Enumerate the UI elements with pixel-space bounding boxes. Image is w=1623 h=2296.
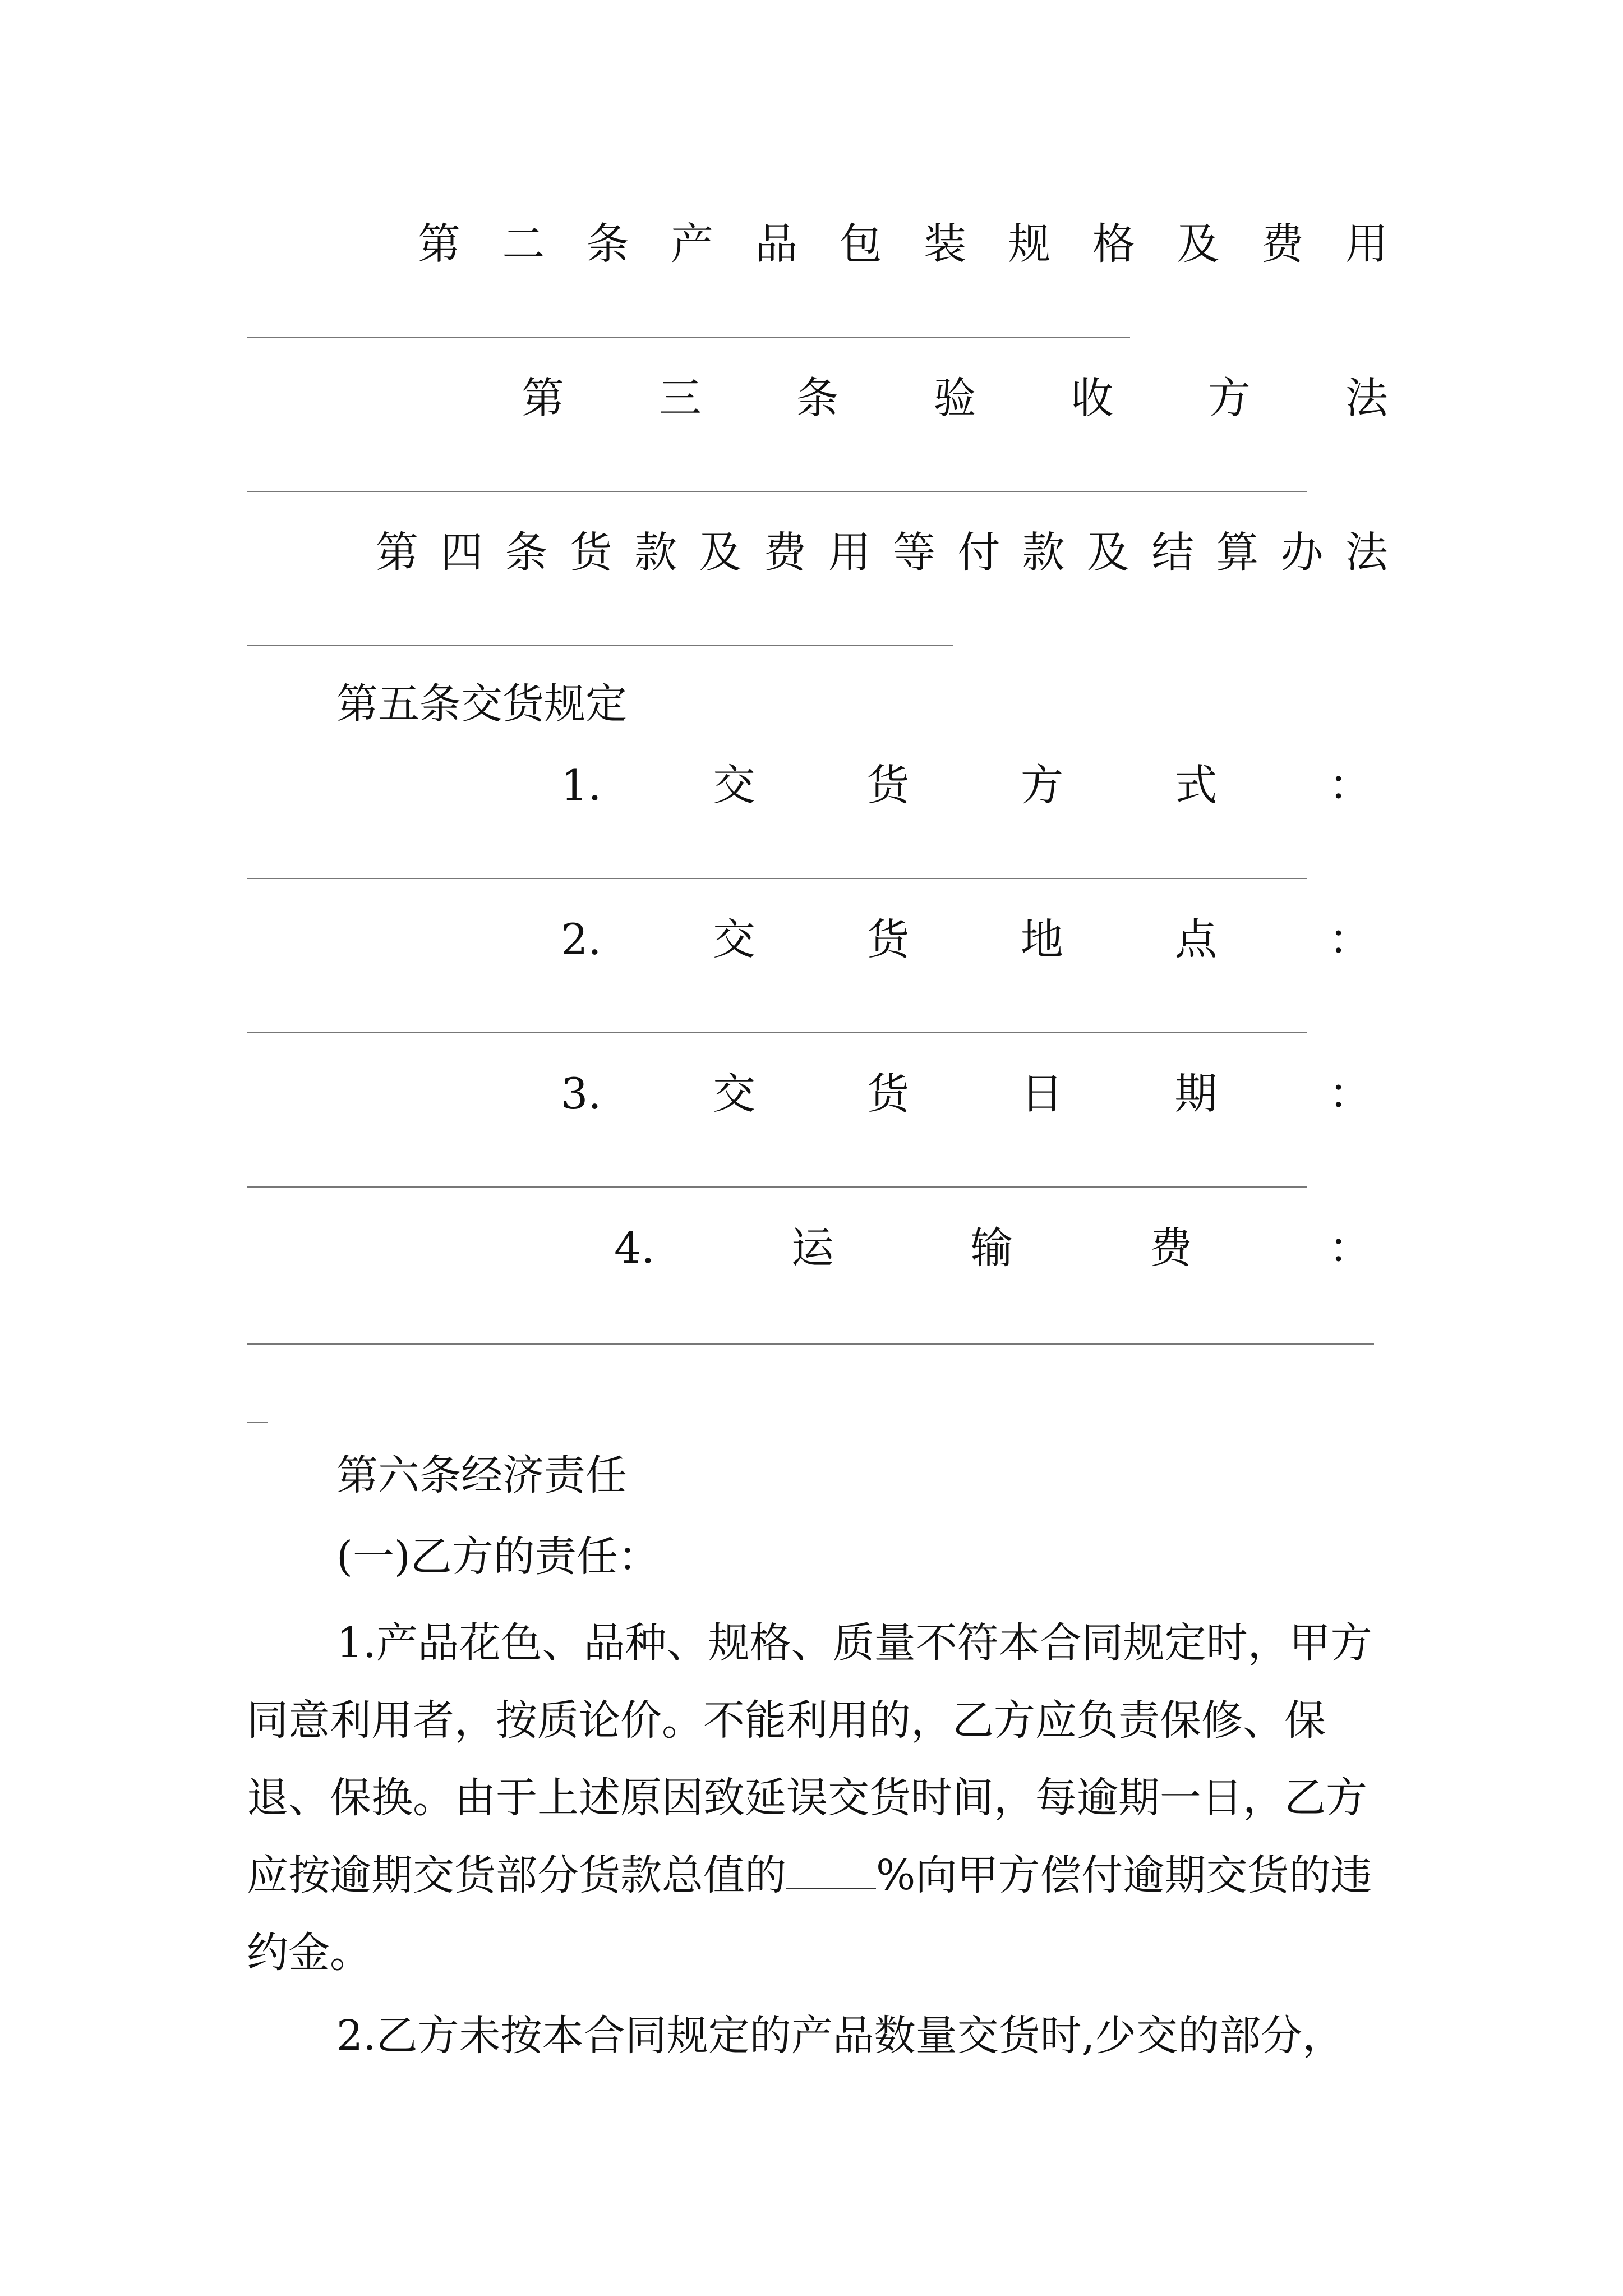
heading-char: 及 <box>1177 219 1220 269</box>
heading-char: 产 <box>671 219 714 269</box>
label-char: 交 <box>713 760 755 810</box>
fill-in-underline <box>247 491 1307 492</box>
label-char: 方 <box>1020 760 1063 810</box>
fill-in-underline <box>247 1343 1374 1345</box>
heading-char: 用 <box>1345 219 1388 269</box>
label-char: ： <box>1328 1069 1371 1119</box>
delivery-date-label <box>561 1066 1371 1122</box>
paragraph-1 <box>247 1604 1391 1991</box>
label-char: 运 <box>791 1223 834 1273</box>
heading-char: 条 <box>586 219 629 269</box>
article-2-heading <box>418 216 1388 272</box>
heading-char: 办 <box>1280 527 1324 577</box>
fill-in-underline-end <box>247 1422 268 1423</box>
label-char: 交 <box>713 1069 755 1119</box>
label-char: 货 <box>866 760 910 810</box>
label-char: 期 <box>1174 1069 1218 1119</box>
heading-char: 包 <box>839 219 882 269</box>
heading-char: 方 <box>1208 373 1251 423</box>
heading-char: 格 <box>1092 219 1135 269</box>
heading-char: 装 <box>924 219 967 269</box>
party-b-responsibility-heading: (一)乙方的责任： <box>336 1533 660 1581</box>
label-char: 货 <box>866 1069 910 1119</box>
fill-in-underline <box>247 1186 1307 1188</box>
label-char: 输 <box>970 1223 1013 1273</box>
fill-in-underline <box>247 337 1130 338</box>
paragraph-1-text: 1.产品花色、品种、规格、质量不符本合同规定时，甲方同意利用者，按质论价。不能利用的，乙方应负责保修、保退、保换。由于上述原因致延误交货时间，每逾期一日，乙方应按逾期交货部分货款总值的 <box>247 1619 1372 1899</box>
article-6-body <box>247 1604 1391 2074</box>
heading-char: 费 <box>1261 219 1304 269</box>
label-char: 1. <box>561 760 602 810</box>
label-char: 费 <box>1149 1223 1192 1273</box>
label-char: 货 <box>866 914 910 964</box>
label-char: 4. <box>614 1223 655 1273</box>
delivery-method-label <box>561 757 1371 813</box>
heading-char: 付 <box>957 527 1000 577</box>
article-4-heading <box>376 524 1388 581</box>
freight-label <box>614 1220 1371 1276</box>
article-3-heading <box>522 370 1388 426</box>
label-char: 式 <box>1174 760 1218 810</box>
heading-char: 规 <box>1008 219 1051 269</box>
fill-in-underline <box>247 878 1307 879</box>
heading-char: 算 <box>1216 527 1259 577</box>
heading-char: 用 <box>828 527 871 577</box>
heading-char: 及 <box>699 527 742 577</box>
label-char: 交 <box>713 914 755 964</box>
heading-char: 第 <box>418 219 460 269</box>
heading-char: 第 <box>376 527 418 577</box>
heading-char: 二 <box>502 219 545 269</box>
heading-char: 第 <box>522 373 564 423</box>
article-5-heading: 第五条交货规定 <box>336 680 627 728</box>
heading-char: 等 <box>893 527 936 577</box>
paragraph-2: 2.乙方未按本合同规定的产品数量交货时,少交的部分， <box>336 2012 1344 2060</box>
fill-in-underline <box>247 645 953 646</box>
heading-char: 货 <box>569 527 612 577</box>
label-char: ： <box>1328 1223 1371 1273</box>
heading-char: 品 <box>755 219 798 269</box>
heading-char: 法 <box>1345 373 1388 423</box>
delivery-place-label <box>561 912 1371 968</box>
label-char: ： <box>1328 760 1371 810</box>
paragraph-1-text-end: %向甲方偿付逾期交货的违约金。 <box>247 1851 1372 1977</box>
label-char: 3. <box>561 1069 602 1119</box>
heading-char: 条 <box>796 373 839 423</box>
percentage-blank[interactable] <box>786 1849 876 1889</box>
label-char: 2. <box>561 914 602 964</box>
heading-char: 款 <box>1022 527 1065 577</box>
heading-char: 四 <box>440 527 483 577</box>
heading-char: 收 <box>1071 373 1114 423</box>
fill-in-underline <box>247 1032 1307 1033</box>
heading-char: 条 <box>505 527 548 577</box>
label-char: 点 <box>1174 914 1218 964</box>
label-char: 日 <box>1020 1069 1063 1119</box>
heading-char: 验 <box>933 373 976 423</box>
heading-char: 三 <box>658 373 702 423</box>
heading-char: 款 <box>634 527 677 577</box>
label-char: 地 <box>1020 914 1063 964</box>
label-char: ： <box>1328 914 1371 964</box>
heading-char: 结 <box>1151 527 1195 577</box>
heading-char: 及 <box>1086 527 1129 577</box>
heading-char: 法 <box>1345 527 1388 577</box>
heading-char: 费 <box>763 527 806 577</box>
article-6-heading: 第六条经济责任 <box>336 1451 627 1499</box>
